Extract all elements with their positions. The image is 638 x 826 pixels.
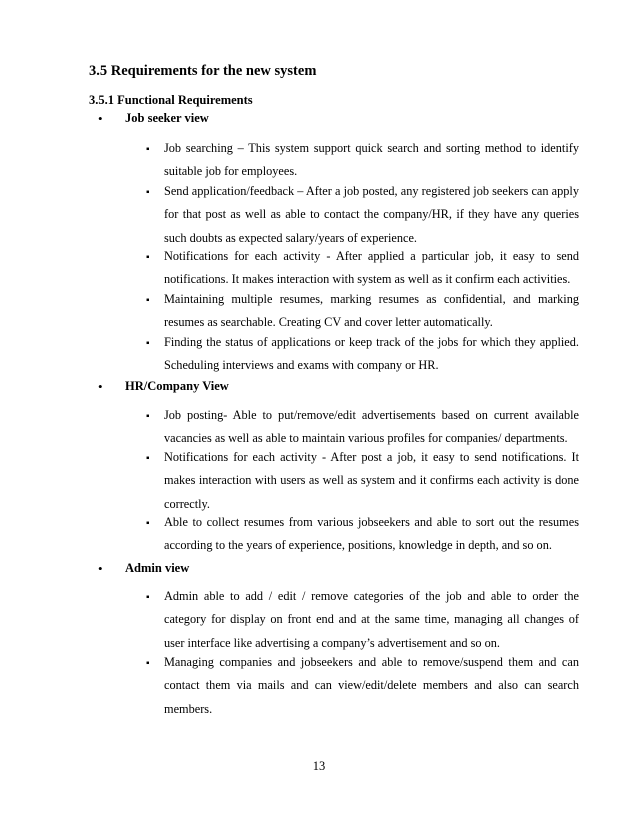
group-title: Job seeker view (125, 111, 209, 125)
square-bullet-icon: ▪ (146, 411, 150, 422)
square-bullet-icon: ▪ (146, 252, 150, 263)
square-bullet-icon: ▪ (146, 144, 150, 155)
list-item-text: Managing companies and jobseekers and able to remove/suspend them and can contact them via mails and can view/edit/delete members and also can search members. (164, 655, 579, 716)
group-title: Admin view (125, 561, 190, 575)
list-item-text: Maintaining multiple resumes, marking resumes as confidential, and marking resumes as searchable. Creating CV and cover letter automatically. (164, 292, 579, 330)
list-item-text: Finding the status of applications or keep track of the jobs for which they applied. Scheduling interviews and exams with company or HR. (164, 335, 579, 373)
square-bullet-icon: ▪ (146, 338, 150, 349)
square-bullet-icon: ▪ (146, 187, 150, 198)
square-bullet-icon: ▪ (146, 658, 150, 669)
square-bullet-icon: ▪ (146, 518, 150, 529)
bullet-icon: • (98, 379, 103, 394)
list-item-text: Job searching – This system support quick search and sorting method to identify suitable job for employees. (164, 141, 579, 179)
list-item-text: Notifications for each activity - After applied a particular job, it easy to send notifications. It makes interaction with system as well as it confirm each activities. (164, 249, 579, 287)
list-item-text: Job posting- Able to put/remove/edit advertisements based on current available vacancies as well as able to maintain various profiles for companies/ departments. (164, 408, 579, 446)
list-item-text: Send application/feedback – After a job posted, any registered job seekers can apply for that post as well as able to contact the company/HR, if they have any queries such doubts as expected salary/years of experience. (164, 184, 579, 245)
page-number: 13 (312, 759, 326, 773)
bullet-icon: • (98, 111, 103, 126)
list-item-text: Able to collect resumes from various jobseekers and able to sort out the resumes according to the years of experience, positions, knowledge in depth, and so on. (164, 515, 579, 553)
list-item-text: Admin able to add / edit / remove categories of the job and able to order the category for display on front end and at the same time, managing all changes of user interface like advertising a company’s advertisement and so on. (164, 589, 579, 650)
square-bullet-icon: ▪ (146, 453, 150, 464)
group-title: HR/Company View (125, 379, 229, 393)
bullet-icon: • (98, 561, 103, 576)
square-bullet-icon: ▪ (146, 295, 150, 306)
list-item-text: Notifications for each activity - After post a job, it easy to send notifications. It makes interaction with users as well as system and it confirms each activity is done correctly. (164, 450, 579, 511)
section-heading: 3.5 Requirements for the new system (89, 63, 317, 79)
square-bullet-icon: ▪ (146, 592, 150, 603)
subsection-heading: 3.5.1 Functional Requirements (89, 93, 253, 107)
